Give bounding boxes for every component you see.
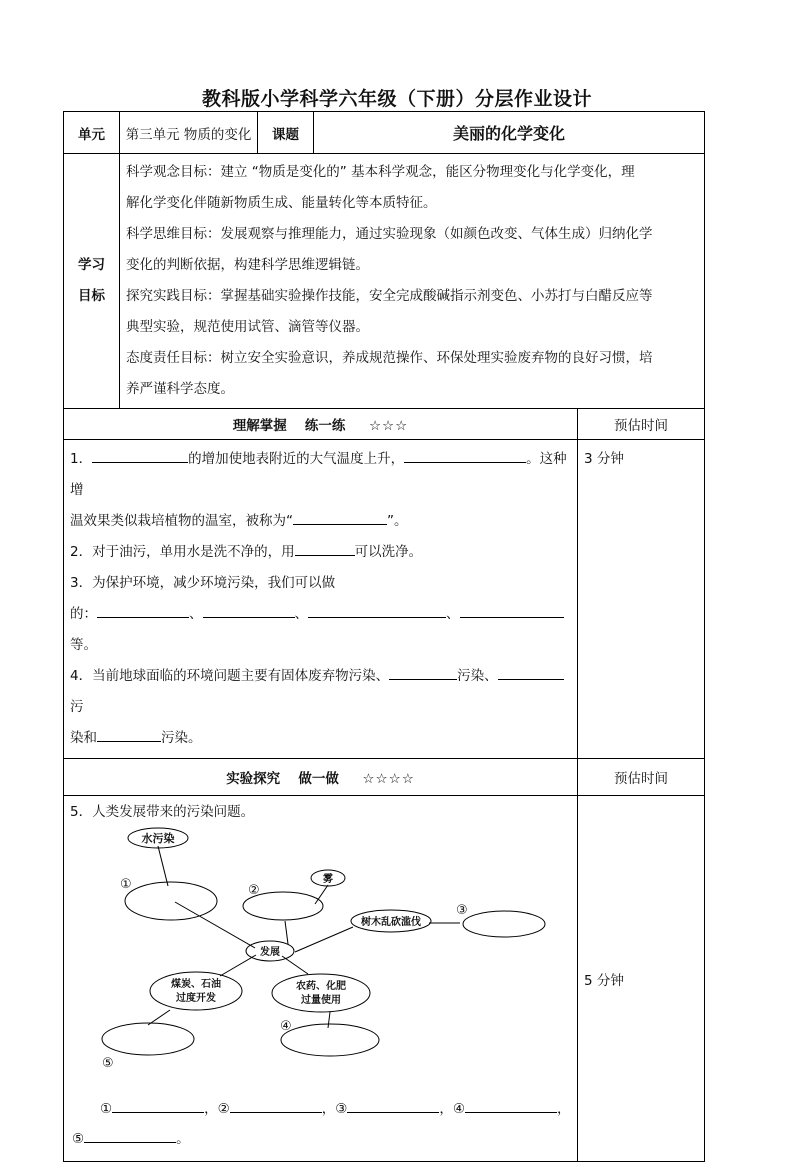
q4-blank-3[interactable] [97,727,161,742]
topic-value: 美丽的化学变化 [314,112,705,154]
q4-text-2: 污染、 [457,668,498,684]
answer-4-marker: ④ [452,1101,465,1117]
answer-end: 。 [176,1131,190,1147]
connector-line [158,846,168,886]
section2-time-value: 5 分钟 [578,796,705,1162]
answer-1-blank[interactable] [112,1098,204,1113]
node-pesticide [272,974,370,1012]
answer-4-blank[interactable] [465,1098,557,1113]
q1-text-4: ”。 [387,513,408,529]
connector-line [315,885,328,904]
section1-heading [64,409,578,440]
q2-blank[interactable] [295,541,355,556]
q3-sep: 、 [189,606,203,622]
section2-time-label: 预估时间 [578,759,705,796]
goal-line: 态度责任目标：树立安全实验意识，养成规范操作、环保处理实验废弃物的良好习惯，培 [126,350,653,366]
unit-value: 第三单元 物质的变化 [120,112,258,154]
marker-4: ④ [280,1019,292,1034]
node-coal-oil [150,972,242,1010]
section2-stars: ☆☆☆☆ [362,771,415,787]
answer-2-marker: ② [217,1101,230,1117]
q4-text-5: 污染。 [161,730,202,746]
q3-text-1: 3．为保护环境，减少环境污染，我们可以做 [70,575,336,591]
question-4-cont [70,723,571,754]
label-coal-1: 煤炭、石油 [171,979,221,990]
q3-text-2: 的： [70,606,97,622]
section2-heading [64,759,578,796]
question-4 [70,661,571,723]
goals-label-line2: 目标 [78,288,105,304]
connector-line [175,902,255,948]
label-center: 发展 [260,947,280,958]
goal-line: 变化的判断依据，构建科学思维逻辑链。 [126,257,369,273]
label-trees: 树木乱砍滥伐 [361,917,421,928]
section1-title: 理解掌握 练一练 [232,418,346,434]
q1-text-1: 的增加使地表附近的大气温度上升， [188,451,405,467]
answer-comma: ， [556,1101,571,1117]
section1-questions [64,440,578,759]
label-pest-1: 农药、化肥 [296,981,346,992]
topic-label: 课题 [258,112,314,154]
connector-line [220,955,256,976]
question-5: 5．人类发展带来的污染问题。 [70,804,255,820]
q1-blank-1[interactable] [92,448,188,463]
label-coal-2: 过度开发 [176,993,216,1004]
section2-title: 实验探究 做一做 [226,771,339,787]
blank-node-5 [102,1023,194,1055]
worksheet-table [63,111,705,1162]
marker-5: ⑤ [102,1056,114,1071]
q3-text-end: 等。 [70,637,97,653]
q3-blank-1[interactable] [97,603,189,618]
q4-blank-1[interactable] [389,665,457,680]
answer-comma: ， [204,1101,218,1117]
question-3-cont [70,599,571,661]
section1-time-value: 3 分钟 [578,440,705,759]
question-3 [70,568,571,599]
answer-comma: ， [321,1101,336,1117]
answers-line-1 [70,1094,571,1124]
q3-blank-3[interactable] [308,603,446,618]
question-2 [70,537,571,568]
goals-content [120,154,705,409]
q1-number: 1． [70,451,93,467]
q4-blank-2[interactable] [498,665,564,680]
q4-text-3: 污 [70,699,84,715]
pollution-diagram [70,824,571,1094]
answer-1-marker: ① [100,1101,113,1117]
q1-blank-3[interactable] [293,510,387,525]
q1-blank-2[interactable] [404,448,526,463]
answer-3-blank[interactable] [347,1098,439,1113]
goal-line: 解化学变化伴随新物质生成、能量转化等本质特征。 [126,195,437,211]
blank-node-3 [463,911,545,937]
q1-text-3: 温效果类似栽培植物的温室，被称为“ [70,513,293,529]
label-water: 水污染 [141,832,175,845]
question-1-cont [70,506,571,537]
section1-time-label: 预估时间 [578,409,705,440]
goals-label-line1: 学习 [78,257,105,273]
marker-3: ③ [456,903,468,918]
answer-comma: ， [439,1101,453,1117]
marker-1: ① [120,877,132,892]
connector-line [285,921,288,944]
q4-text-1: 4．当前地球面临的环境问题主要有固体废弃物污染、 [70,668,390,684]
goal-line: 科学观念目标：建立 “物质是变化的” 基本科学观念，能区分物理变化与化学变化，理 [126,164,635,180]
section1-stars: ☆☆☆ [368,418,409,434]
answer-3-marker: ③ [335,1101,348,1117]
q3-sep: 、 [294,606,308,622]
goal-line: 探究实践目标：掌握基础实验操作技能，安全完成酸碱指示剂变色、小苏打与白醋反应等 [126,288,653,304]
q2-text-2: 可以洗净。 [354,544,423,560]
q3-blank-4[interactable] [460,603,564,618]
q4-text-4: 染和 [70,730,97,746]
answer-5-marker: ⑤ [72,1131,85,1147]
blank-node-4 [281,1024,379,1056]
goals-label [64,154,120,409]
q3-blank-2[interactable] [203,603,295,618]
page-title: 教科版小学科学六年级（下册）分层作业设计 [201,88,592,110]
answer-2-blank[interactable] [230,1098,322,1113]
answer-5-blank[interactable] [84,1128,176,1143]
connector-line [295,927,353,952]
goal-line: 养严谨科学态度。 [126,381,234,397]
marker-2: ② [248,883,260,898]
connector-line [328,1012,330,1028]
goal-line: 典型实验，规范使用试管、滴管等仪器。 [126,319,369,335]
q2-text-1: 2．对于油污，单用水是洗不净的，用 [70,544,295,560]
pollution-diagram-svg [70,824,630,1094]
blank-node-1 [125,882,217,920]
question-1 [70,444,571,506]
label-fog: 雾 [323,874,333,885]
section2-question [64,796,578,1162]
answers-line-2 [70,1124,571,1154]
goal-line: 科学思维目标：发展观察与推理能力，通过实验现象（如颜色改变、气体生成）归纳化学 [126,226,653,242]
q1-text-2: 。这种增 [70,451,567,498]
unit-label: 单元 [64,112,120,154]
label-pest-2: 过量使用 [301,995,341,1006]
q3-sep: 、 [446,606,460,622]
